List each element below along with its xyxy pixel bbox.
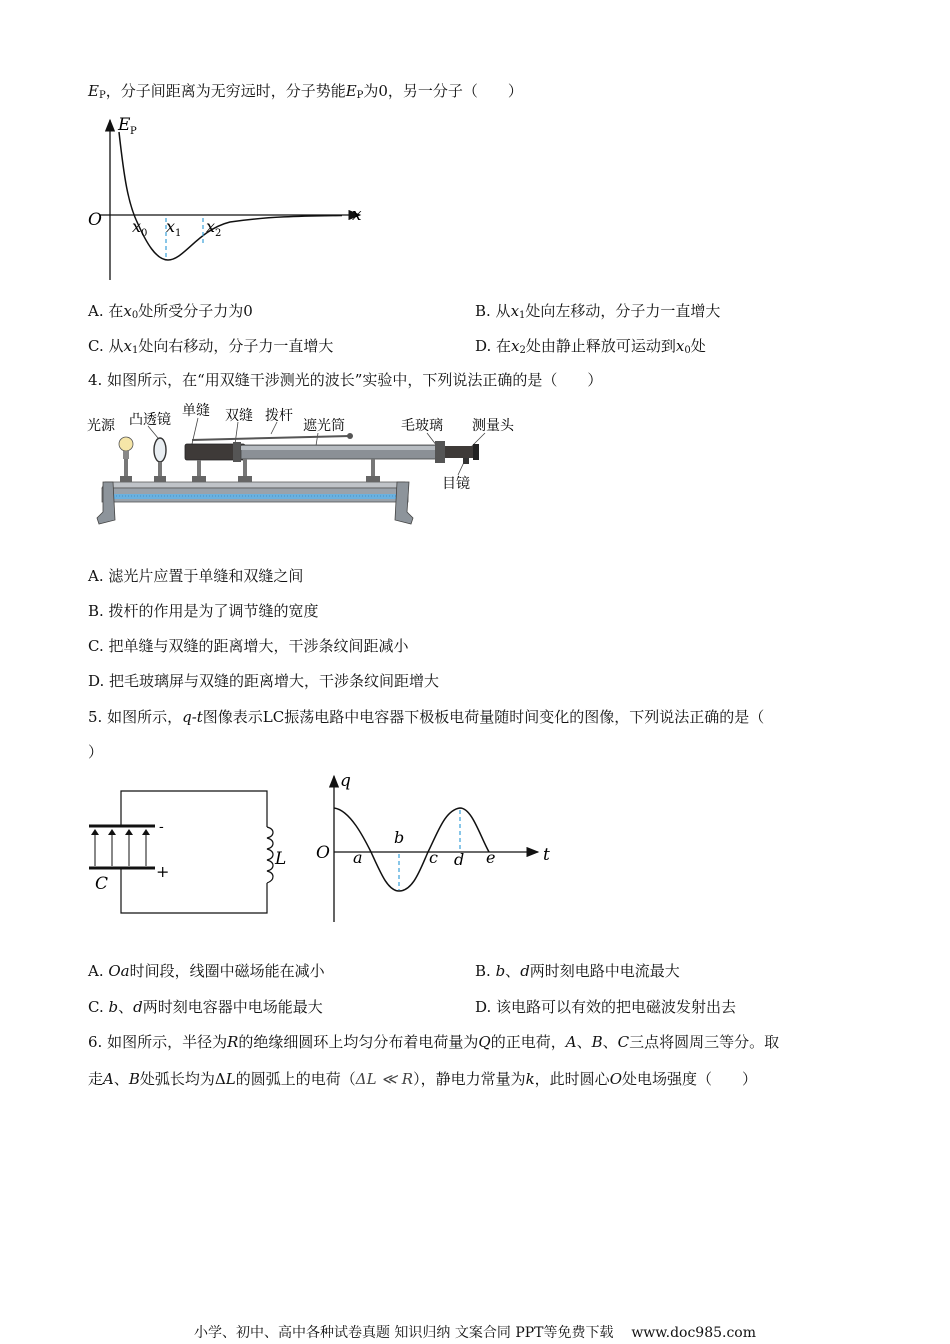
q3-c-var: x — [123, 337, 132, 355]
q4-option-a[interactable]: A. 滤光片应置于单缝和双缝之间 — [88, 567, 304, 585]
label-measuring-head: 测量头 — [472, 418, 514, 434]
q6-l1-b: 的绝缘细圆环上均匀分布着电荷量为 — [238, 1033, 479, 1051]
q6-l2-A: A — [103, 1070, 114, 1088]
q3-d-var: x — [511, 337, 520, 355]
label-single-slit: 单缝 — [182, 403, 210, 419]
x1-label: x — [166, 217, 176, 236]
q6-l1-C: C — [617, 1033, 630, 1051]
q6-l1-sep2: 、 — [602, 1033, 618, 1051]
label-convex-lens: 凸透镜 — [129, 412, 171, 428]
q-axis-label: q — [340, 771, 351, 791]
q3-stem-e: E — [88, 82, 99, 100]
q5-stem-close: ） — [88, 743, 104, 761]
x2-sub: 2 — [215, 228, 222, 239]
q6-l2-cond: ΔL ≪ R — [355, 1070, 414, 1088]
capacitor-label: C — [95, 874, 109, 894]
q6-l1-R: R — [227, 1033, 239, 1051]
x1-sub: 1 — [175, 228, 182, 239]
q3-d-end: 处 — [690, 337, 706, 355]
q6-l2-f: 处电场强度（ ） — [622, 1070, 758, 1088]
q4-option-b[interactable]: B. 拨杆的作用是为了调节缝的宽度 — [88, 602, 319, 620]
q5-b-mid: 、 — [505, 962, 521, 980]
q3-c-sub: 1 — [131, 345, 139, 356]
q4-option-c[interactable]: C. 把单缝与双缝的距离增大，干涉条纹间距减小 — [88, 637, 409, 655]
q6-l1-B: B — [591, 1033, 603, 1051]
q-t-graph — [310, 770, 565, 925]
q3-d-var2: x — [675, 337, 685, 355]
q3-option-b[interactable] — [475, 300, 720, 327]
q5-stem — [88, 706, 764, 728]
q5-option-b[interactable] — [475, 960, 680, 982]
footer-text: 小学、初中、高中各种试卷真题 知识归纳 文案合同 PPT等免费下载 — [193, 1325, 614, 1341]
label-double-slit: 双缝 — [225, 408, 253, 424]
x-axis-label: x — [352, 205, 362, 225]
q3-d-sub2: 0 — [684, 345, 691, 356]
q3-stem-end: 为0，另一分子（ ） — [363, 82, 523, 100]
q3-a-var: x — [123, 302, 132, 320]
q5-c-v1: b — [108, 998, 119, 1016]
q3-stem-e2: E — [345, 82, 357, 100]
q3-b-sub: 1 — [519, 310, 526, 321]
q3-stem-e-sub: P — [98, 90, 106, 101]
q5-c-mid: 、 — [118, 998, 134, 1016]
q5-c-post: 两时刻电容器中电场能最大 — [142, 998, 323, 1016]
q3-option-c[interactable] — [88, 335, 333, 362]
footer-url[interactable]: www.doc985.com — [631, 1325, 757, 1341]
point-e-label: e — [486, 848, 496, 867]
q3-a-sub: 0 — [131, 310, 139, 321]
q5-b-v2: d — [520, 962, 530, 980]
q6-l1-A: A — [565, 1033, 577, 1051]
q6-l2-e: ，此时圆心 — [534, 1070, 610, 1088]
q6-l2-d: ），静电力常量为 — [413, 1070, 526, 1088]
q6-l1-d: 三点将圆周三等分。取 — [629, 1033, 780, 1051]
q5-stem-var: q-t — [182, 708, 203, 726]
q6-l1-a: 6. 如图所示，半径为 — [88, 1033, 228, 1051]
q3-d-post: 处由静止释放可运动到 — [525, 337, 676, 355]
q6-l2-O: O — [609, 1070, 622, 1088]
q4-stem: 4. 如图所示，在“用双缝干涉测光的波长”实验中，下列说法正确的是（ ） — [88, 371, 603, 389]
x0-label: x — [132, 217, 142, 236]
q5-b-pre: B. — [475, 962, 496, 980]
t-axis-label: t — [543, 845, 550, 865]
q3-b-var: x — [510, 302, 520, 320]
lc-circuit — [85, 785, 295, 920]
plus-sign: + — [156, 862, 170, 881]
origin-label: O — [88, 210, 102, 230]
q5-stem-post: 图像表示LC振荡电路中电容器下极板电荷量随时间变化的图像，下列说法正确的是（ — [202, 708, 765, 726]
page-footer — [0, 1322, 950, 1342]
inductor-coil — [267, 827, 273, 883]
q3-option-d[interactable] — [475, 335, 706, 362]
q3-d-pre: D. 在 — [475, 337, 512, 355]
q3-a-pre: A. 在 — [88, 302, 124, 320]
q5-option-a[interactable] — [88, 960, 325, 982]
y-axis-label: E — [118, 115, 131, 135]
q3-stem — [88, 80, 523, 107]
point-c-label: c — [429, 848, 438, 867]
inductor-label: L — [275, 849, 287, 869]
label-lever: 拨杆 — [265, 408, 293, 424]
q6-l2-L: L — [225, 1070, 236, 1088]
origin-label: O — [316, 843, 330, 863]
q6-l2-a: 走 — [88, 1070, 104, 1088]
q5-a-var: Oa — [108, 962, 130, 980]
q6-l1-Q: Q — [478, 1033, 491, 1051]
q3-d-sub: 2 — [519, 345, 526, 356]
q3-c-pre: C. 从 — [88, 337, 124, 355]
label-eyepiece: 目镜 — [442, 476, 470, 492]
point-d-label: d — [454, 850, 465, 869]
q5-a-post: 时间段，线圈中磁场能在减小 — [129, 962, 325, 980]
q3-b-pre: B. 从 — [475, 302, 511, 320]
q4-option-d[interactable]: D. 把毛玻璃屏与双缝的距离增大，干涉条纹间距增大 — [88, 672, 440, 690]
q6-l2-b: 处弧长均为Δ — [139, 1070, 226, 1088]
double-slit-apparatus — [85, 400, 525, 535]
q6-l2-k: k — [525, 1070, 535, 1088]
q3-b-post: 处向左移动，分子力一直增大 — [525, 302, 721, 320]
q5-c-pre: C. — [88, 998, 109, 1016]
q5-stem-pre: 5. 如图所示， — [88, 708, 183, 726]
q5-b-v1: b — [495, 962, 506, 980]
q5-c-v2: d — [133, 998, 143, 1016]
q5-option-c[interactable] — [88, 996, 323, 1018]
label-frosted-glass: 毛玻璃 — [401, 418, 443, 434]
q6-stem-line2 — [88, 1068, 757, 1090]
q6-l1-c: 的正电荷， — [490, 1033, 566, 1051]
label-tube: 遮光筒 — [303, 418, 345, 434]
q3-a-post: 处所受分子力为0 — [138, 302, 253, 320]
q5-b-post: 两时刻电路中电流最大 — [529, 962, 680, 980]
minus-sign: - — [159, 819, 164, 835]
q5-a-pre: A. — [88, 962, 109, 980]
q6-stem-line1 — [88, 1031, 779, 1053]
x0-sub: 0 — [141, 228, 148, 239]
q6-l2-sep: 、 — [113, 1070, 129, 1088]
q6-l2-c: 的圆弧上的电荷（ — [235, 1070, 356, 1088]
point-b-label: b — [394, 828, 405, 847]
potential-curve — [119, 132, 342, 260]
x2-label: x — [206, 217, 216, 236]
q3-stem-e2-sub: P — [356, 90, 364, 101]
potential-energy-graph — [80, 112, 380, 287]
label-light-source: 光源 — [87, 418, 115, 434]
q6-l1-sep1: 、 — [576, 1033, 592, 1051]
q3-c-post: 处向右移动，分子力一直增大 — [138, 337, 334, 355]
q6-l2-B: B — [128, 1070, 140, 1088]
q5-option-d[interactable]: D. 该电路可以有效的把电磁波发射出去 — [475, 998, 737, 1016]
q3-stem-mid: ，分子间距离为无穷远时，分子势能 — [105, 82, 346, 100]
y-axis-sub: P — [130, 126, 137, 137]
q3-option-a[interactable] — [88, 300, 253, 327]
point-a-label: a — [353, 848, 363, 867]
